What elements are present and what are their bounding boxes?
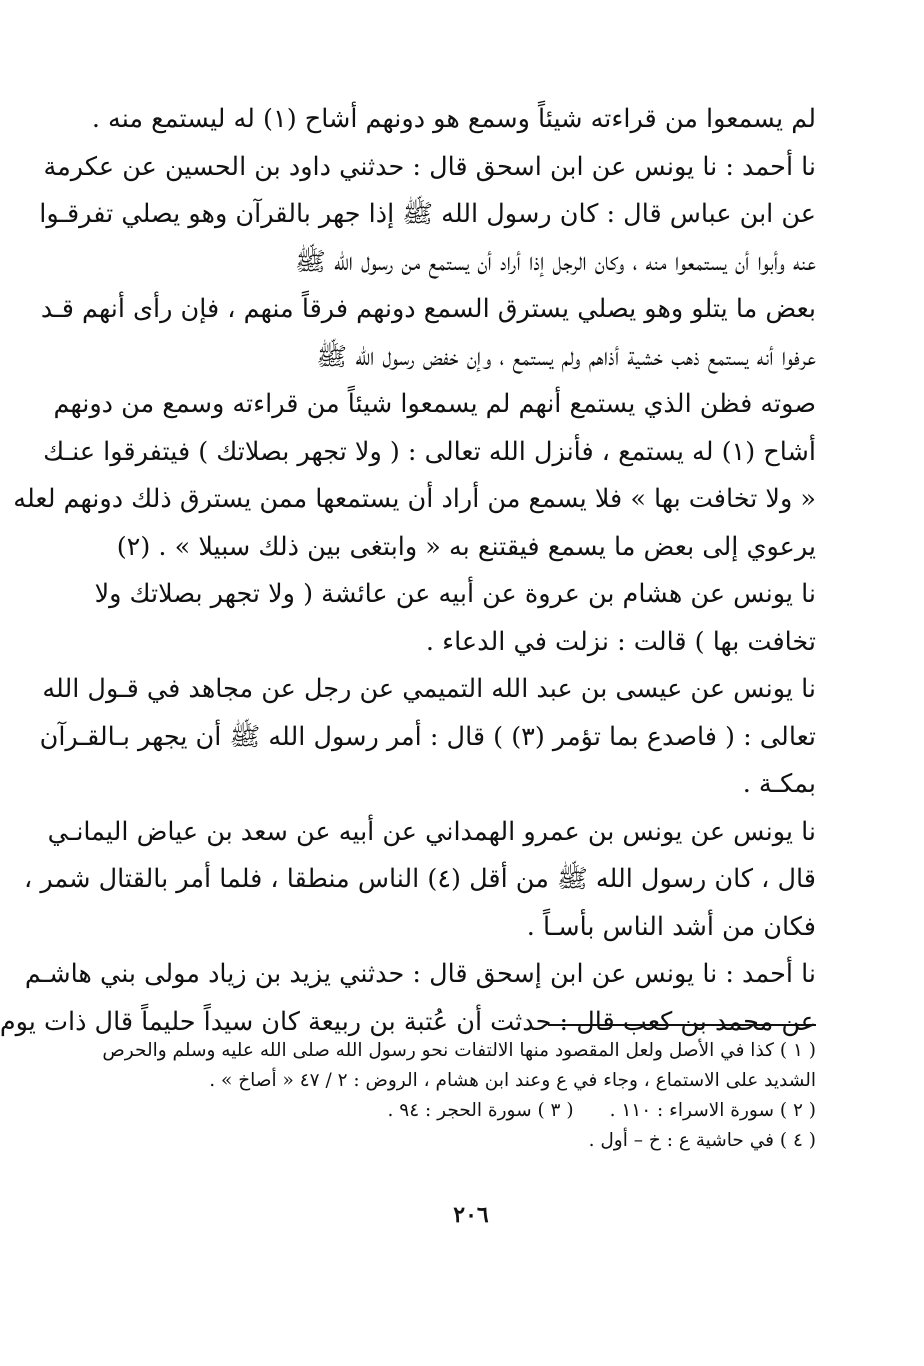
main-text (0, 96, 816, 1046)
text-line: تخافت بها ) قالت : نزلت في الدعاء . (425, 626, 816, 657)
footnote-1-line-2: الشديد على الاستماع ، وجاء في ع وعند ابن هشام ، الروض : ٢ / ٤٧ « أصاخ » . (209, 1070, 816, 1091)
text-line: نا يونس عن عيسى بن عبد الله التميمي عن رجل عن مجاهد في قـول الله (42, 674, 816, 704)
footnote-2: ( ٢ ) سورة الاسراء : ١١٠ . (609, 1100, 816, 1121)
text-line: عن محمد بن كعب قال : حدثت أن عُتبة بن ربيعة كان سيداً حليماً قال ذات يوم (0, 1006, 816, 1037)
text-line: يرعوي إلى بعض ما يسمع فيقتنع به « وابتغى بين ذلك سبيلا » . (٢) (116, 531, 816, 562)
text-line: فكان من أشد الناس بأسـاً . (526, 911, 816, 942)
text-line: نا أحمد : نا يونس عن ابن إسحق قال : حدثني يزيد بن زياد مولى بني هاشـم (24, 959, 816, 989)
text-line: صوته فظن الذي يستمع أنهم لم يسمعوا شيئاً من قراءته وسمع من دونهم (53, 389, 816, 419)
text-line: نا يونس عن يونس بن عمرو الهمداني عن أبيه عن سعد بن عياض اليمانـي (47, 816, 816, 847)
text-line: أشاح (١) له يستمع ، فأنزل الله تعالى : ( ولا تجهر بصلاتك ) فيتفرقوا عنـك (43, 436, 816, 467)
paragraph (0, 951, 816, 1046)
paragraph (94, 571, 816, 666)
document-page (0, 96, 816, 1346)
paragraph (39, 666, 816, 809)
text-line: عرفوا أنه يستمع ذهب خشية أذاهم ولم يستمع ، وإن خفض رسول الله ﷺ (316, 341, 816, 372)
paragraph (24, 809, 816, 952)
page-number: ٢٠٦ (453, 1202, 489, 1228)
text-line: قال ، كان رسول الله ﷺ من أقل (٤) الناس منطقا ، فلما أمر بالقتال شمر ، (24, 864, 816, 894)
text-line: نا أحمد : نا يونس عن ابن اسحق قال : حدثني داود بن الحسين عن عكرمة (43, 151, 816, 182)
footnote-4: ( ٤ ) في حاشية ع : خ – أول . (588, 1130, 816, 1151)
footnote-3: ( ٣ ) سورة الحجر : ٩٤ . (387, 1100, 574, 1121)
text-line: بعض ما يتلو وهو يصلي يسترق السمع دونهم فرقاً منهم ، فإن رأى أنهم قـد (40, 294, 816, 324)
paragraph (13, 144, 816, 572)
text-line: بمكـة . (742, 769, 816, 799)
text-line: عنه وأبوا أن يستمعوا منه ، وكان الرجل إذا أراد أن يستمع من رسول الله ﷺ (294, 246, 816, 277)
text-line: « ولا تخافت بها » فلا يسمع من أراد أن يستمعها ممن يسترق ذلك دونهم لعله (13, 484, 816, 514)
footnote-1-line-1: ( ١ ) كذا في الأصل ولعل المقصود منها الالتفات نحو رسول الله صلى الله عليه وسلم والحرص (102, 1040, 816, 1061)
paragraph (91, 96, 816, 144)
text-line: نا يونس عن هشام بن عروة عن أبيه عن عائشة ( ولا تجهر بصلاتك ولا (94, 579, 816, 609)
text-line: لم يسمعوا من قراءته شيئاً وسمع هو دونهم أشاح (١) له ليستمع منه . (91, 104, 816, 134)
footnote-row (126, 1096, 816, 1126)
text-line: عن ابن عباس قال : كان رسول الله ﷺ إذا جهر بالقرآن وهو يصلي تفرقـوا (39, 199, 816, 229)
text-line: تعالى : ( فاصدع بما تؤمر (٣) ) قال : أمر رسول الله ﷺ أن يجهر بـالقـرآن (39, 721, 816, 752)
footnotes (102, 1036, 816, 1156)
footnote-separator (548, 1024, 816, 1026)
